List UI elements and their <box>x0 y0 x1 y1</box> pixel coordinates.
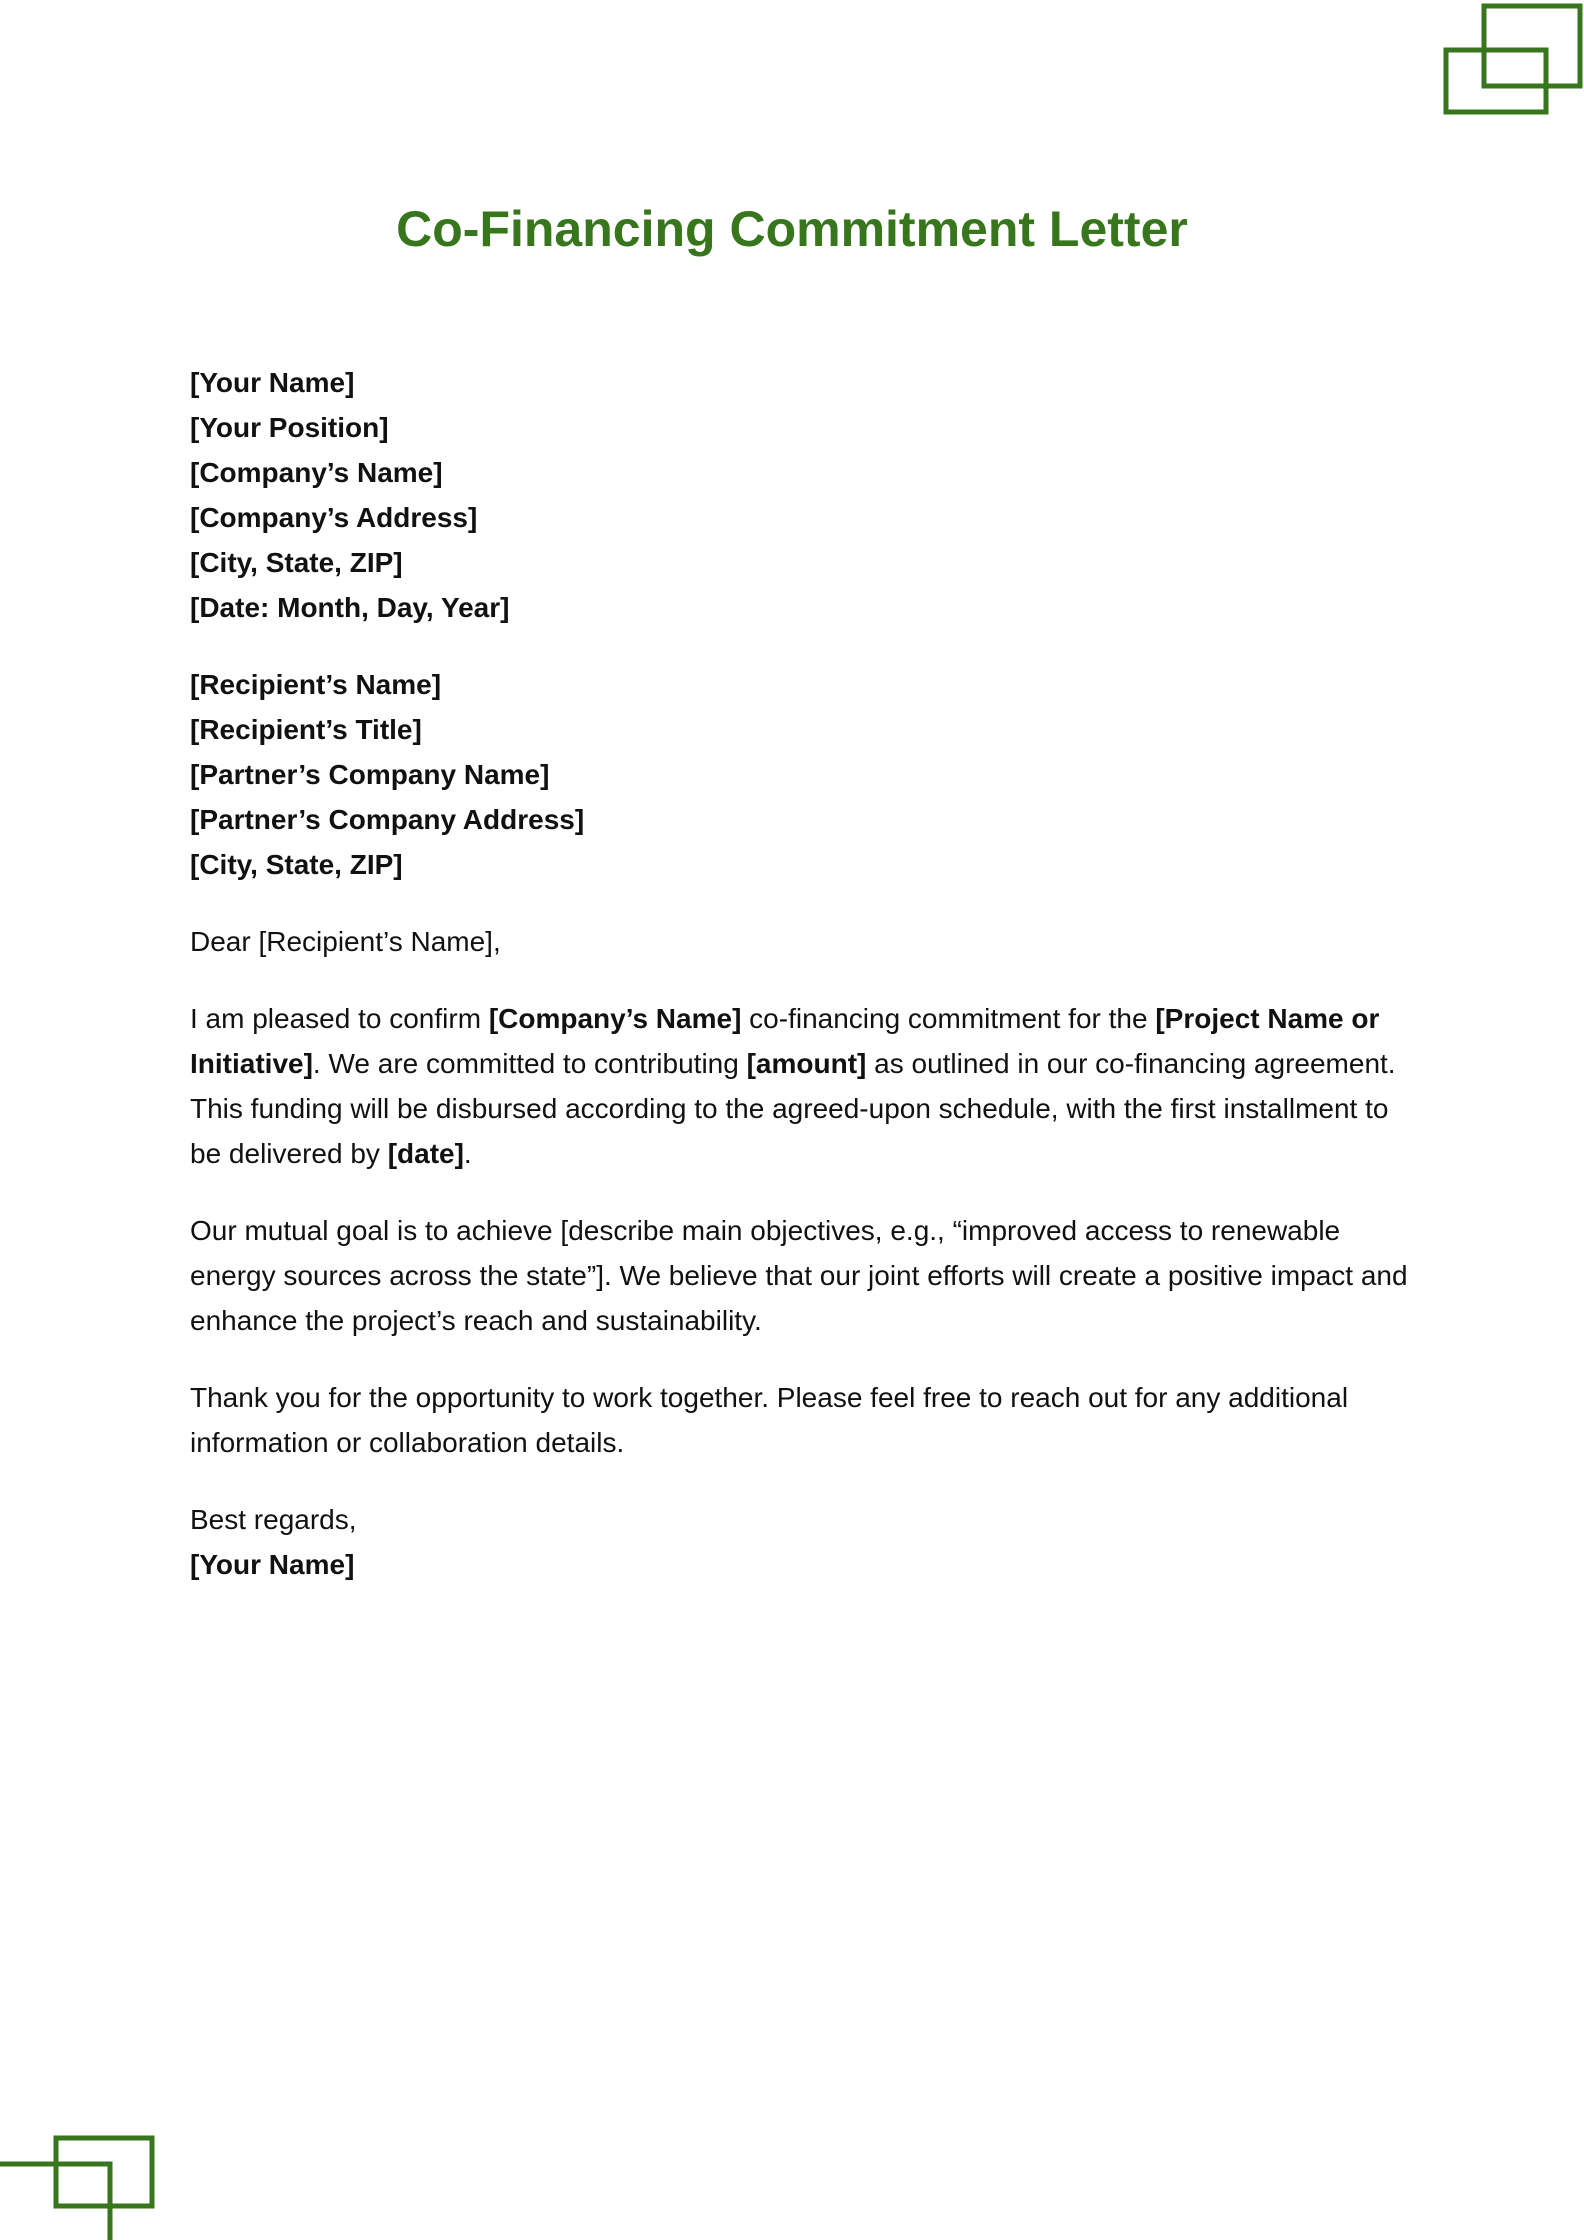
corner-frame-decoration-bottom <box>0 2132 160 2240</box>
p1-text-5: . <box>463 1138 472 1169</box>
sender-position: [Your Position] <box>190 412 389 443</box>
closing-block <box>190 1497 1410 1587</box>
p1-text-2: co-financing commitment for the <box>741 1003 1156 1034</box>
p1-date: [date] <box>387 1138 464 1169</box>
corner-frame-decoration-top <box>1440 0 1584 116</box>
p1-company-name: [Company’s Name] <box>488 1003 742 1034</box>
salutation: Dear [Recipient’s Name], <box>190 926 501 957</box>
p1-text-1: I am pleased to confirm <box>190 1003 489 1034</box>
sender-company-address: [Company’s Address] <box>190 502 478 533</box>
recipient-block <box>190 662 1410 887</box>
recipient-city-state-zip: [City, State, ZIP] <box>190 849 403 880</box>
letter-content <box>190 360 1410 1587</box>
recipient-title: [Recipient’s Title] <box>190 714 422 745</box>
sender-company-name: [Company’s Name] <box>190 457 443 488</box>
sender-city-state-zip: [City, State, ZIP] <box>190 547 403 578</box>
document-title: Co-Financing Commitment Letter <box>396 201 1188 257</box>
partner-company-name: [Partner’s Company Name] <box>190 759 550 790</box>
letter-date: [Date: Month, Day, Year] <box>190 592 510 623</box>
closing-phrase: Best regards, <box>190 1504 357 1535</box>
body-paragraph-2: Our mutual goal is to achieve [describe main objectives, e.g., “improved access to renewable energy sources across the state”]. We believe that our joint efforts will create a positive impact and enhance the project’s reach and sustainability. <box>190 1215 1408 1336</box>
p1-text-3: . We are committed to contributing <box>312 1048 747 1079</box>
sender-name: [Your Name] <box>190 367 355 398</box>
body-paragraph-1 <box>190 996 1410 1176</box>
p1-project-name: [Project Name or Initiative] <box>190 1003 1380 1079</box>
p1-text-4: as outlined in our co-financing agreement. This funding will be disbursed according to the agreed-upon schedule, with the first installment to be delivered by <box>190 1048 1396 1169</box>
sender-block <box>190 360 1410 630</box>
partner-company-address: [Partner’s Company Address] <box>190 804 585 835</box>
recipient-name: [Recipient’s Name] <box>190 669 442 700</box>
closing-signature-name: [Your Name] <box>190 1549 355 1580</box>
p1-amount: [amount] <box>746 1048 867 1079</box>
body-paragraph-3: Thank you for the opportunity to work together. Please feel free to reach out for any additional information or collaboration details. <box>190 1382 1349 1458</box>
